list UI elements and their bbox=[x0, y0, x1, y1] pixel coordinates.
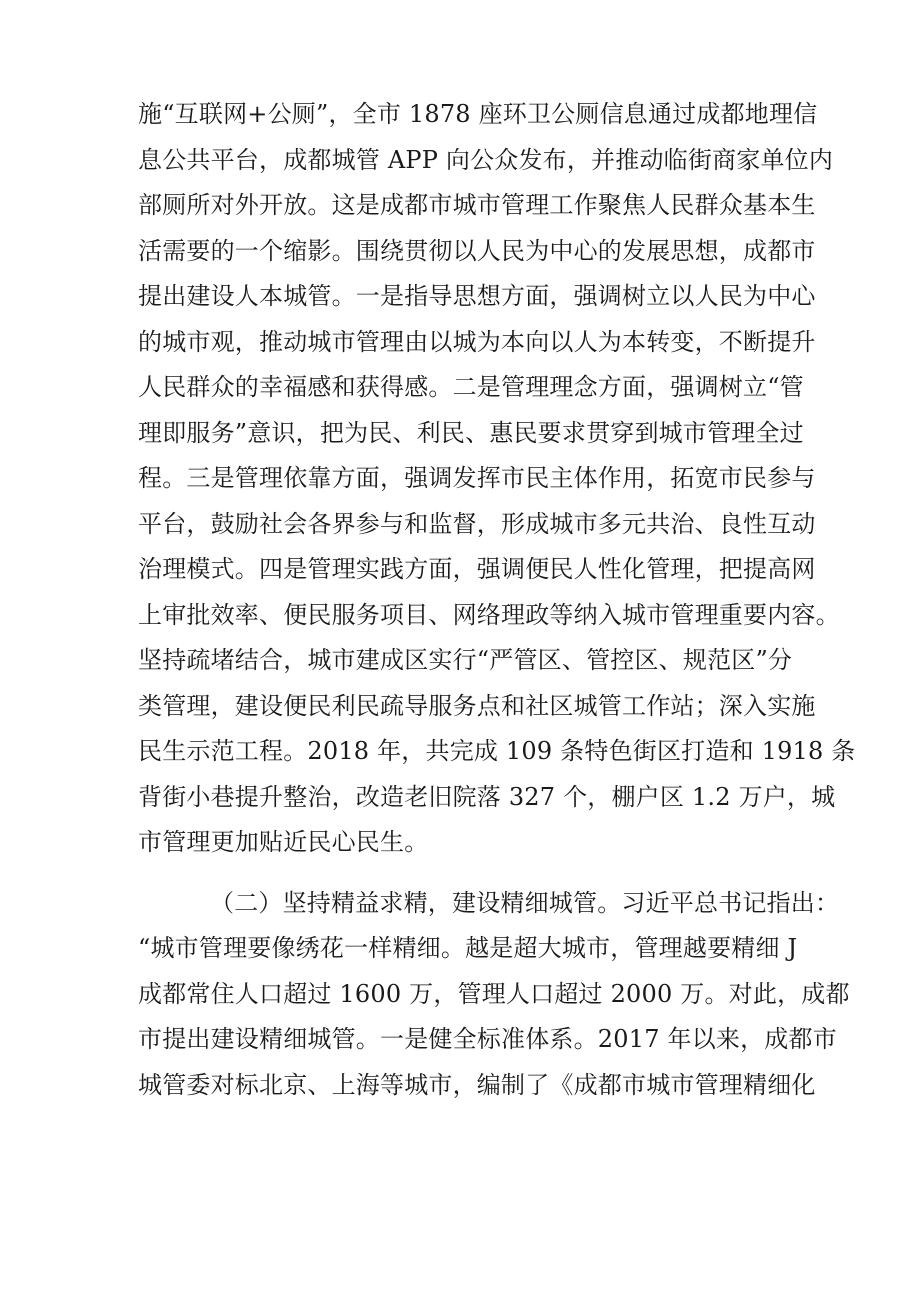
text-line: 人民群众的幸福感和获得感。二是管理理念方面，强调树立“管 bbox=[138, 373, 804, 401]
text-line: 类管理，建设便民利民疏导服务点和社区城管工作站；深入实施 bbox=[138, 691, 816, 720]
text-line: 理即服务”意识，把为民、利民、惠民要求贯穿到城市管理全过 bbox=[138, 418, 804, 447]
text-line: 平台，鼓励社会各界参与和监督，形成城市多元共治、良性互动 bbox=[138, 509, 816, 538]
text-line: 市提出建设精细城管。一是健全标准体系。2017 年以来，成都市 bbox=[138, 1025, 837, 1053]
text-line: 坚持疏堵结合，城市建成区实行“严管区、管控区、规范区”分 bbox=[138, 646, 793, 674]
text-line: 市管理更加贴近民心民生。 bbox=[138, 828, 429, 856]
text-line: 提出建设人本城管。一是指导思想方面，强调树立以人民为中心 bbox=[138, 282, 816, 310]
text-line: 的城市观，推动城市管理由以城为本向以人为本转变，不断提升 bbox=[138, 327, 816, 356]
text-line: 部厕所对外开放。这是成都市城市管理工作聚焦人民群众基本生 bbox=[138, 191, 816, 219]
text-line: （二）坚持精益求精，建设精细城管。习近平总书记指出： bbox=[210, 888, 840, 917]
text-line: 上审批效率、便民服务项目、网络理政等纳入城市管理重要内容。 bbox=[138, 600, 840, 629]
text-line: 施“互联网+公厕”，全市 1878 座环卫公厕信息通过成都地理信 bbox=[138, 100, 818, 128]
text-line: 活需要的一个缩影。围绕贯彻以人民为中心的发展思想，成都市 bbox=[138, 236, 816, 265]
text-line: 成都常住人口超过 1600 万，管理人口超过 2000 万。对此，成都 bbox=[138, 979, 850, 1008]
text-line: 息公共平台，成都城管 APP 向公众发布，并推动临街商家单位内 bbox=[138, 145, 834, 174]
paragraph-2 bbox=[138, 881, 850, 1109]
text-line: 民生示范工程。2018 年，共完成 109 条特色街区打造和 1918 条 bbox=[138, 737, 856, 765]
text-line: 城管委对标北京、上海等城市，编制了《成都市城市管理精细化 bbox=[138, 1070, 816, 1099]
text-line: “城市管理要像绣花一样精细。越是超大城市，管理越要精细 J bbox=[138, 934, 798, 962]
text-line: 治理模式。四是管理实践方面，强调便民人性化管理，把提高网 bbox=[138, 555, 816, 583]
paragraph-1 bbox=[138, 92, 856, 866]
text-line: 程。三是管理依靠方面，强调发挥市民主体作用，拓宽市民参与 bbox=[138, 464, 816, 492]
body-text bbox=[138, 92, 856, 1108]
text-line: 背街小巷提升整治，改造老旧院落 327 个，棚户区 1.2 万户，城 bbox=[138, 782, 836, 811]
